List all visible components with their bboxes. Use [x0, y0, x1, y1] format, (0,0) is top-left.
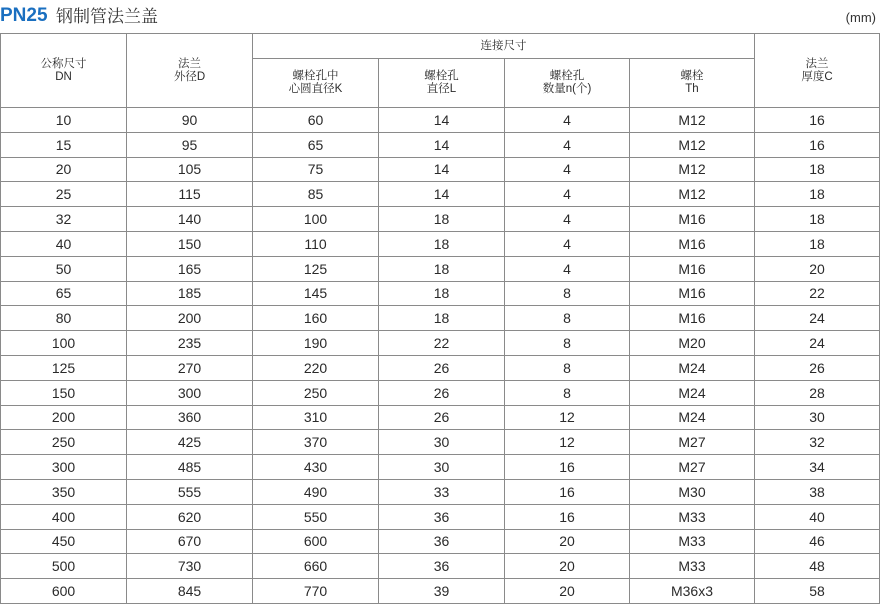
cell-thickness: 18	[755, 182, 880, 207]
cell-bolt: M24	[630, 355, 755, 380]
cell-bolt-hole-count: 8	[505, 380, 630, 405]
cell-outer-diameter: 620	[127, 504, 253, 529]
cell-bolt-hole-count: 8	[505, 355, 630, 380]
cell-dn: 600	[1, 579, 127, 604]
cell-dn: 250	[1, 430, 127, 455]
cell-bolt: M12	[630, 108, 755, 133]
cell-outer-diameter: 200	[127, 306, 253, 331]
cell-dn: 300	[1, 455, 127, 480]
cell-outer-diameter: 730	[127, 554, 253, 579]
cell-dn: 350	[1, 479, 127, 504]
cell-bolt-circle: 600	[253, 529, 379, 554]
cell-dn: 450	[1, 529, 127, 554]
col-header-bolt-hole-count: 螺栓孔 数量n(个)	[505, 59, 630, 108]
table-row	[1, 355, 880, 380]
cell-bolt-circle: 550	[253, 504, 379, 529]
cell-dn: 20	[1, 157, 127, 182]
cell-bolt-circle: 490	[253, 479, 379, 504]
cell-thickness: 48	[755, 554, 880, 579]
cell-thickness: 16	[755, 132, 880, 157]
cell-dn: 100	[1, 331, 127, 356]
cell-bolt-hole-count: 16	[505, 504, 630, 529]
cell-outer-diameter: 90	[127, 108, 253, 133]
cell-bolt-hole-diameter: 36	[379, 554, 505, 579]
cell-thickness: 16	[755, 108, 880, 133]
cell-thickness: 26	[755, 355, 880, 380]
cell-bolt-circle: 770	[253, 579, 379, 604]
col-header-bolt-hole-diameter: 螺栓孔 直径L	[379, 59, 505, 108]
cell-outer-diameter: 270	[127, 355, 253, 380]
cell-bolt-hole-count: 4	[505, 256, 630, 281]
cell-thickness: 30	[755, 405, 880, 430]
cell-thickness: 38	[755, 479, 880, 504]
cell-outer-diameter: 235	[127, 331, 253, 356]
col-header-bolt-circle: 螺栓孔中 心圆直径K	[253, 59, 379, 108]
table-row	[1, 455, 880, 480]
cell-bolt-hole-diameter: 33	[379, 479, 505, 504]
cell-thickness: 34	[755, 455, 880, 480]
cell-bolt-hole-count: 4	[505, 207, 630, 232]
cell-bolt-hole-count: 16	[505, 479, 630, 504]
cell-bolt: M33	[630, 504, 755, 529]
cell-bolt: M16	[630, 231, 755, 256]
cell-bolt: M33	[630, 529, 755, 554]
cell-thickness: 28	[755, 380, 880, 405]
cell-thickness: 24	[755, 331, 880, 356]
cell-bolt-hole-diameter: 26	[379, 405, 505, 430]
cell-bolt-hole-diameter: 18	[379, 281, 505, 306]
cell-bolt-hole-count: 4	[505, 132, 630, 157]
table-row	[1, 380, 880, 405]
table-row	[1, 504, 880, 529]
cell-bolt: M12	[630, 182, 755, 207]
table-row	[1, 182, 880, 207]
col-header-connection-group: 连接尺寸	[253, 34, 755, 59]
table-row	[1, 479, 880, 504]
col-header-dn: 公称尺寸 DN	[1, 34, 127, 108]
cell-bolt-hole-count: 8	[505, 331, 630, 356]
cell-outer-diameter: 140	[127, 207, 253, 232]
cell-bolt-hole-count: 8	[505, 281, 630, 306]
cell-outer-diameter: 300	[127, 380, 253, 405]
cell-bolt-circle: 370	[253, 430, 379, 455]
cell-bolt: M36x3	[630, 579, 755, 604]
title-bar	[0, 4, 880, 28]
table-row	[1, 579, 880, 604]
cell-bolt-circle: 660	[253, 554, 379, 579]
cell-dn: 25	[1, 182, 127, 207]
unit-label: (mm)	[845, 10, 876, 25]
cell-bolt-hole-diameter: 22	[379, 331, 505, 356]
cell-bolt-circle: 310	[253, 405, 379, 430]
table-row	[1, 281, 880, 306]
cell-bolt-circle: 60	[253, 108, 379, 133]
cell-dn: 80	[1, 306, 127, 331]
cell-bolt: M20	[630, 331, 755, 356]
cell-dn: 400	[1, 504, 127, 529]
cell-bolt: M12	[630, 157, 755, 182]
cell-bolt: M12	[630, 132, 755, 157]
col-header-thickness: 法兰 厚度C	[755, 34, 880, 108]
cell-thickness: 20	[755, 256, 880, 281]
cell-bolt-circle: 85	[253, 182, 379, 207]
cell-outer-diameter: 115	[127, 182, 253, 207]
cell-bolt-hole-diameter: 18	[379, 207, 505, 232]
col-header-outer-diameter: 法兰 外径D	[127, 34, 253, 108]
table-row	[1, 554, 880, 579]
cell-bolt-hole-diameter: 36	[379, 504, 505, 529]
cell-bolt: M16	[630, 207, 755, 232]
table-row	[1, 108, 880, 133]
cell-bolt-hole-diameter: 14	[379, 108, 505, 133]
cell-dn: 50	[1, 256, 127, 281]
cell-bolt: M16	[630, 306, 755, 331]
table-row	[1, 430, 880, 455]
cell-bolt-hole-diameter: 18	[379, 231, 505, 256]
table-row	[1, 331, 880, 356]
cell-bolt-circle: 160	[253, 306, 379, 331]
cell-bolt-hole-diameter: 18	[379, 306, 505, 331]
cell-bolt-hole-count: 12	[505, 405, 630, 430]
table-row	[1, 256, 880, 281]
table-row	[1, 157, 880, 182]
table-body	[1, 108, 880, 604]
cell-thickness: 18	[755, 157, 880, 182]
col-header-bolt: 螺栓 Th	[630, 59, 755, 108]
cell-bolt-hole-diameter: 36	[379, 529, 505, 554]
cell-outer-diameter: 150	[127, 231, 253, 256]
cell-bolt-hole-count: 20	[505, 529, 630, 554]
cell-bolt-circle: 190	[253, 331, 379, 356]
table-row	[1, 231, 880, 256]
cell-dn: 150	[1, 380, 127, 405]
cell-bolt: M24	[630, 405, 755, 430]
cell-bolt-hole-count: 16	[505, 455, 630, 480]
cell-bolt: M27	[630, 430, 755, 455]
header-row-1	[1, 34, 880, 59]
cell-bolt-circle: 75	[253, 157, 379, 182]
cell-bolt-hole-count: 20	[505, 579, 630, 604]
cell-bolt-circle: 220	[253, 355, 379, 380]
cell-bolt-circle: 250	[253, 380, 379, 405]
cell-bolt-hole-diameter: 30	[379, 430, 505, 455]
cell-outer-diameter: 845	[127, 579, 253, 604]
cell-bolt-hole-diameter: 39	[379, 579, 505, 604]
cell-bolt-hole-diameter: 26	[379, 355, 505, 380]
cell-outer-diameter: 360	[127, 405, 253, 430]
cell-bolt-circle: 430	[253, 455, 379, 480]
cell-bolt: M24	[630, 380, 755, 405]
cell-thickness: 18	[755, 231, 880, 256]
cell-thickness: 18	[755, 207, 880, 232]
cell-bolt-hole-diameter: 30	[379, 455, 505, 480]
cell-bolt: M33	[630, 554, 755, 579]
cell-dn: 65	[1, 281, 127, 306]
cell-bolt-hole-diameter: 14	[379, 182, 505, 207]
cell-dn: 500	[1, 554, 127, 579]
cell-bolt-hole-count: 4	[505, 182, 630, 207]
cell-dn: 40	[1, 231, 127, 256]
cell-bolt: M30	[630, 479, 755, 504]
cell-bolt-circle: 65	[253, 132, 379, 157]
flange-spec-table	[0, 33, 880, 604]
cell-thickness: 40	[755, 504, 880, 529]
cell-thickness: 46	[755, 529, 880, 554]
cell-thickness: 24	[755, 306, 880, 331]
table-row	[1, 132, 880, 157]
cell-dn: 32	[1, 207, 127, 232]
table-row	[1, 207, 880, 232]
cell-thickness: 32	[755, 430, 880, 455]
table-row	[1, 405, 880, 430]
cell-bolt: M16	[630, 281, 755, 306]
cell-bolt-hole-count: 8	[505, 306, 630, 331]
cell-outer-diameter: 95	[127, 132, 253, 157]
cell-bolt-hole-count: 4	[505, 231, 630, 256]
cell-outer-diameter: 185	[127, 281, 253, 306]
cell-dn: 10	[1, 108, 127, 133]
cell-bolt-circle: 100	[253, 207, 379, 232]
cell-outer-diameter: 165	[127, 256, 253, 281]
cell-bolt-hole-count: 4	[505, 157, 630, 182]
table-row	[1, 306, 880, 331]
cell-bolt-hole-diameter: 14	[379, 132, 505, 157]
cell-outer-diameter: 105	[127, 157, 253, 182]
cell-thickness: 58	[755, 579, 880, 604]
cell-bolt-hole-count: 12	[505, 430, 630, 455]
cell-bolt: M27	[630, 455, 755, 480]
cell-bolt-hole-diameter: 26	[379, 380, 505, 405]
cell-dn: 125	[1, 355, 127, 380]
standard-code: PN25	[0, 5, 48, 26]
cell-dn: 15	[1, 132, 127, 157]
cell-bolt-hole-count: 4	[505, 108, 630, 133]
cell-bolt-hole-diameter: 14	[379, 157, 505, 182]
cell-bolt-circle: 110	[253, 231, 379, 256]
cell-outer-diameter: 425	[127, 430, 253, 455]
cell-bolt: M16	[630, 256, 755, 281]
cell-bolt-hole-count: 20	[505, 554, 630, 579]
page-title: 钢制管法兰盖	[56, 7, 158, 26]
table-row	[1, 529, 880, 554]
cell-bolt-circle: 145	[253, 281, 379, 306]
cell-outer-diameter: 485	[127, 455, 253, 480]
cell-thickness: 22	[755, 281, 880, 306]
cell-bolt-circle: 125	[253, 256, 379, 281]
cell-dn: 200	[1, 405, 127, 430]
cell-bolt-hole-diameter: 18	[379, 256, 505, 281]
cell-outer-diameter: 555	[127, 479, 253, 504]
cell-outer-diameter: 670	[127, 529, 253, 554]
